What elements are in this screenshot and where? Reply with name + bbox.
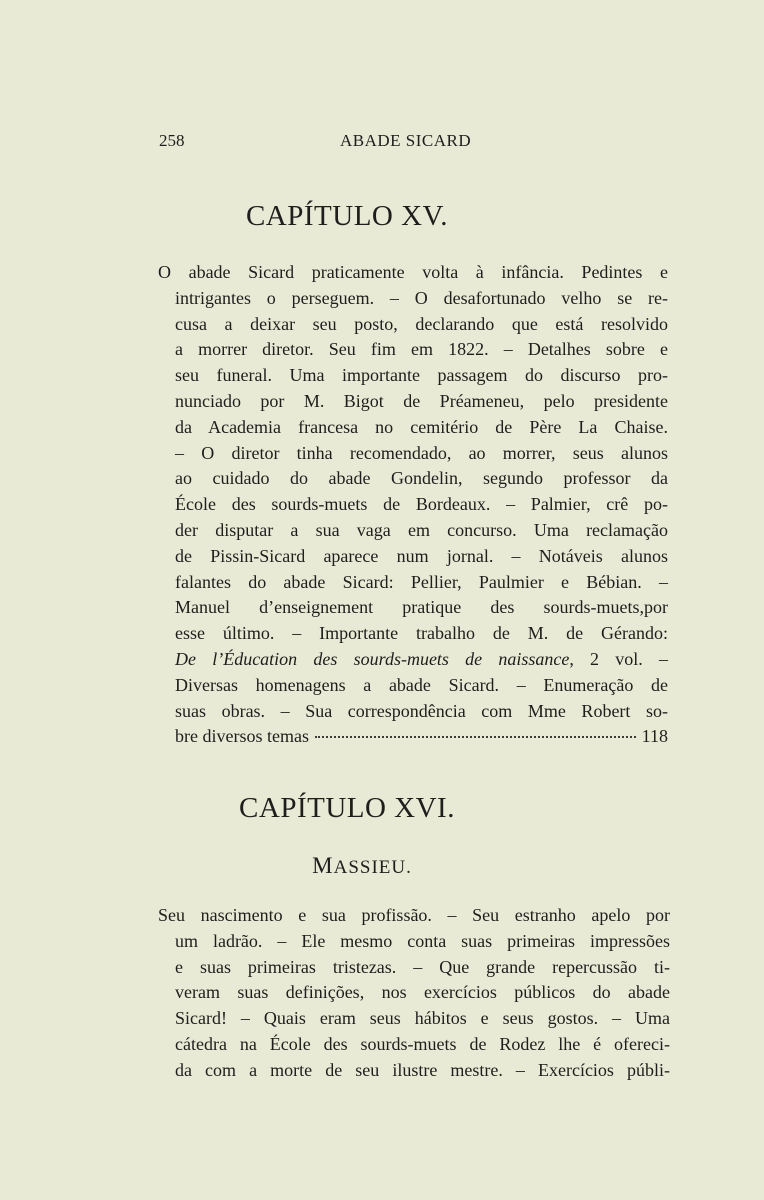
summary-line: de Pissin-Sicard aparece num jornal. – Notáveis alunos xyxy=(175,545,668,566)
summary-line: veram suas definições, nos exercícios públicos do abade xyxy=(175,982,670,1003)
summary-line: der disputar a sua vaga em concurso. Uma reclamação xyxy=(175,519,668,540)
dot-leader xyxy=(315,736,636,738)
running-head xyxy=(0,131,764,155)
chapter-15-summary xyxy=(158,260,668,750)
running-title: ABADE SICARD xyxy=(340,131,472,150)
section-title-initial: M xyxy=(312,853,334,878)
summary-line: nunciado por M. Bigot de Préameneu, pelo presidente xyxy=(175,390,668,411)
toc-page-number: 118 xyxy=(641,726,668,747)
summary-line: cátedra na École des sourds-muets de Rodez lhe é ofereci- xyxy=(175,1033,670,1054)
summary-line-rest: , 2 vol. – xyxy=(569,648,668,669)
section-title xyxy=(0,853,744,879)
section-title-rest: ASSIEU. xyxy=(333,857,412,878)
summary-line: da Academia francesa no cemitério de Père La Chaise. xyxy=(175,416,668,437)
summary-line-italic xyxy=(158,647,668,673)
summary-line: Diversas homenagens a abade Sicard. – Enumeração de xyxy=(175,674,668,695)
summary-line: O abade Sicard praticamente volta à infância. Pedintes e xyxy=(158,262,668,282)
toc-entry-line xyxy=(158,724,668,750)
summary-line: Sicard! – Quais eram seus hábitos e seus gostos. – Uma xyxy=(175,1008,670,1029)
summary-line: École des sourds-muets de Bordeaux. – Palmier, crê po- xyxy=(175,494,668,515)
book-title-italic: De l’Éducation des sourds-muets de naissance xyxy=(175,648,570,669)
summary-line: Manuel d’enseignement pratique des sourds-muets,por xyxy=(175,597,668,618)
summary-line: e suas primeiras tristezas. – Que grande repercussão ti- xyxy=(175,956,670,977)
page-number: 258 xyxy=(159,131,185,150)
summary-line: suas obras. – Sua correspondência com Mme Robert so- xyxy=(175,700,668,721)
summary-line: cusa a deixar seu posto, declarando que está resolvido xyxy=(175,313,668,334)
summary-line: ao cuidado do abade Gondelin, segundo professor da xyxy=(175,468,668,489)
summary-line: – O diretor tinha recomendado, ao morrer, seus alunos xyxy=(175,442,668,463)
chapter-16-summary xyxy=(158,903,670,1084)
summary-line: falantes do abade Sicard: Pellier, Paulmier e Bébian. – xyxy=(175,571,668,592)
summary-line: a morrer diretor. Seu fim em 1822. – Detalhes sobre e xyxy=(175,339,668,360)
summary-line: um ladrão. – Ele mesmo conta suas primeiras impressões xyxy=(175,930,670,951)
summary-line: Seu nascimento e sua profissão. – Seu estranho apelo por xyxy=(158,905,670,925)
summary-line: intrigantes o perseguem. – O desafortunado velho se re- xyxy=(175,287,668,308)
summary-line: da com a morte de seu ilustre mestre. – Exercícios públi- xyxy=(175,1059,670,1080)
chapter-16-title: CAPÍTULO XVI. xyxy=(239,792,455,824)
summary-line: esse último. – Importante trabalho de M. de Gérando: xyxy=(175,623,668,644)
summary-line: seu funeral. Uma importante passagem do discurso pro- xyxy=(175,365,668,386)
toc-entry-text: bre diversos temas xyxy=(175,726,309,747)
chapter-15-title: CAPÍTULO XV. xyxy=(245,200,449,232)
